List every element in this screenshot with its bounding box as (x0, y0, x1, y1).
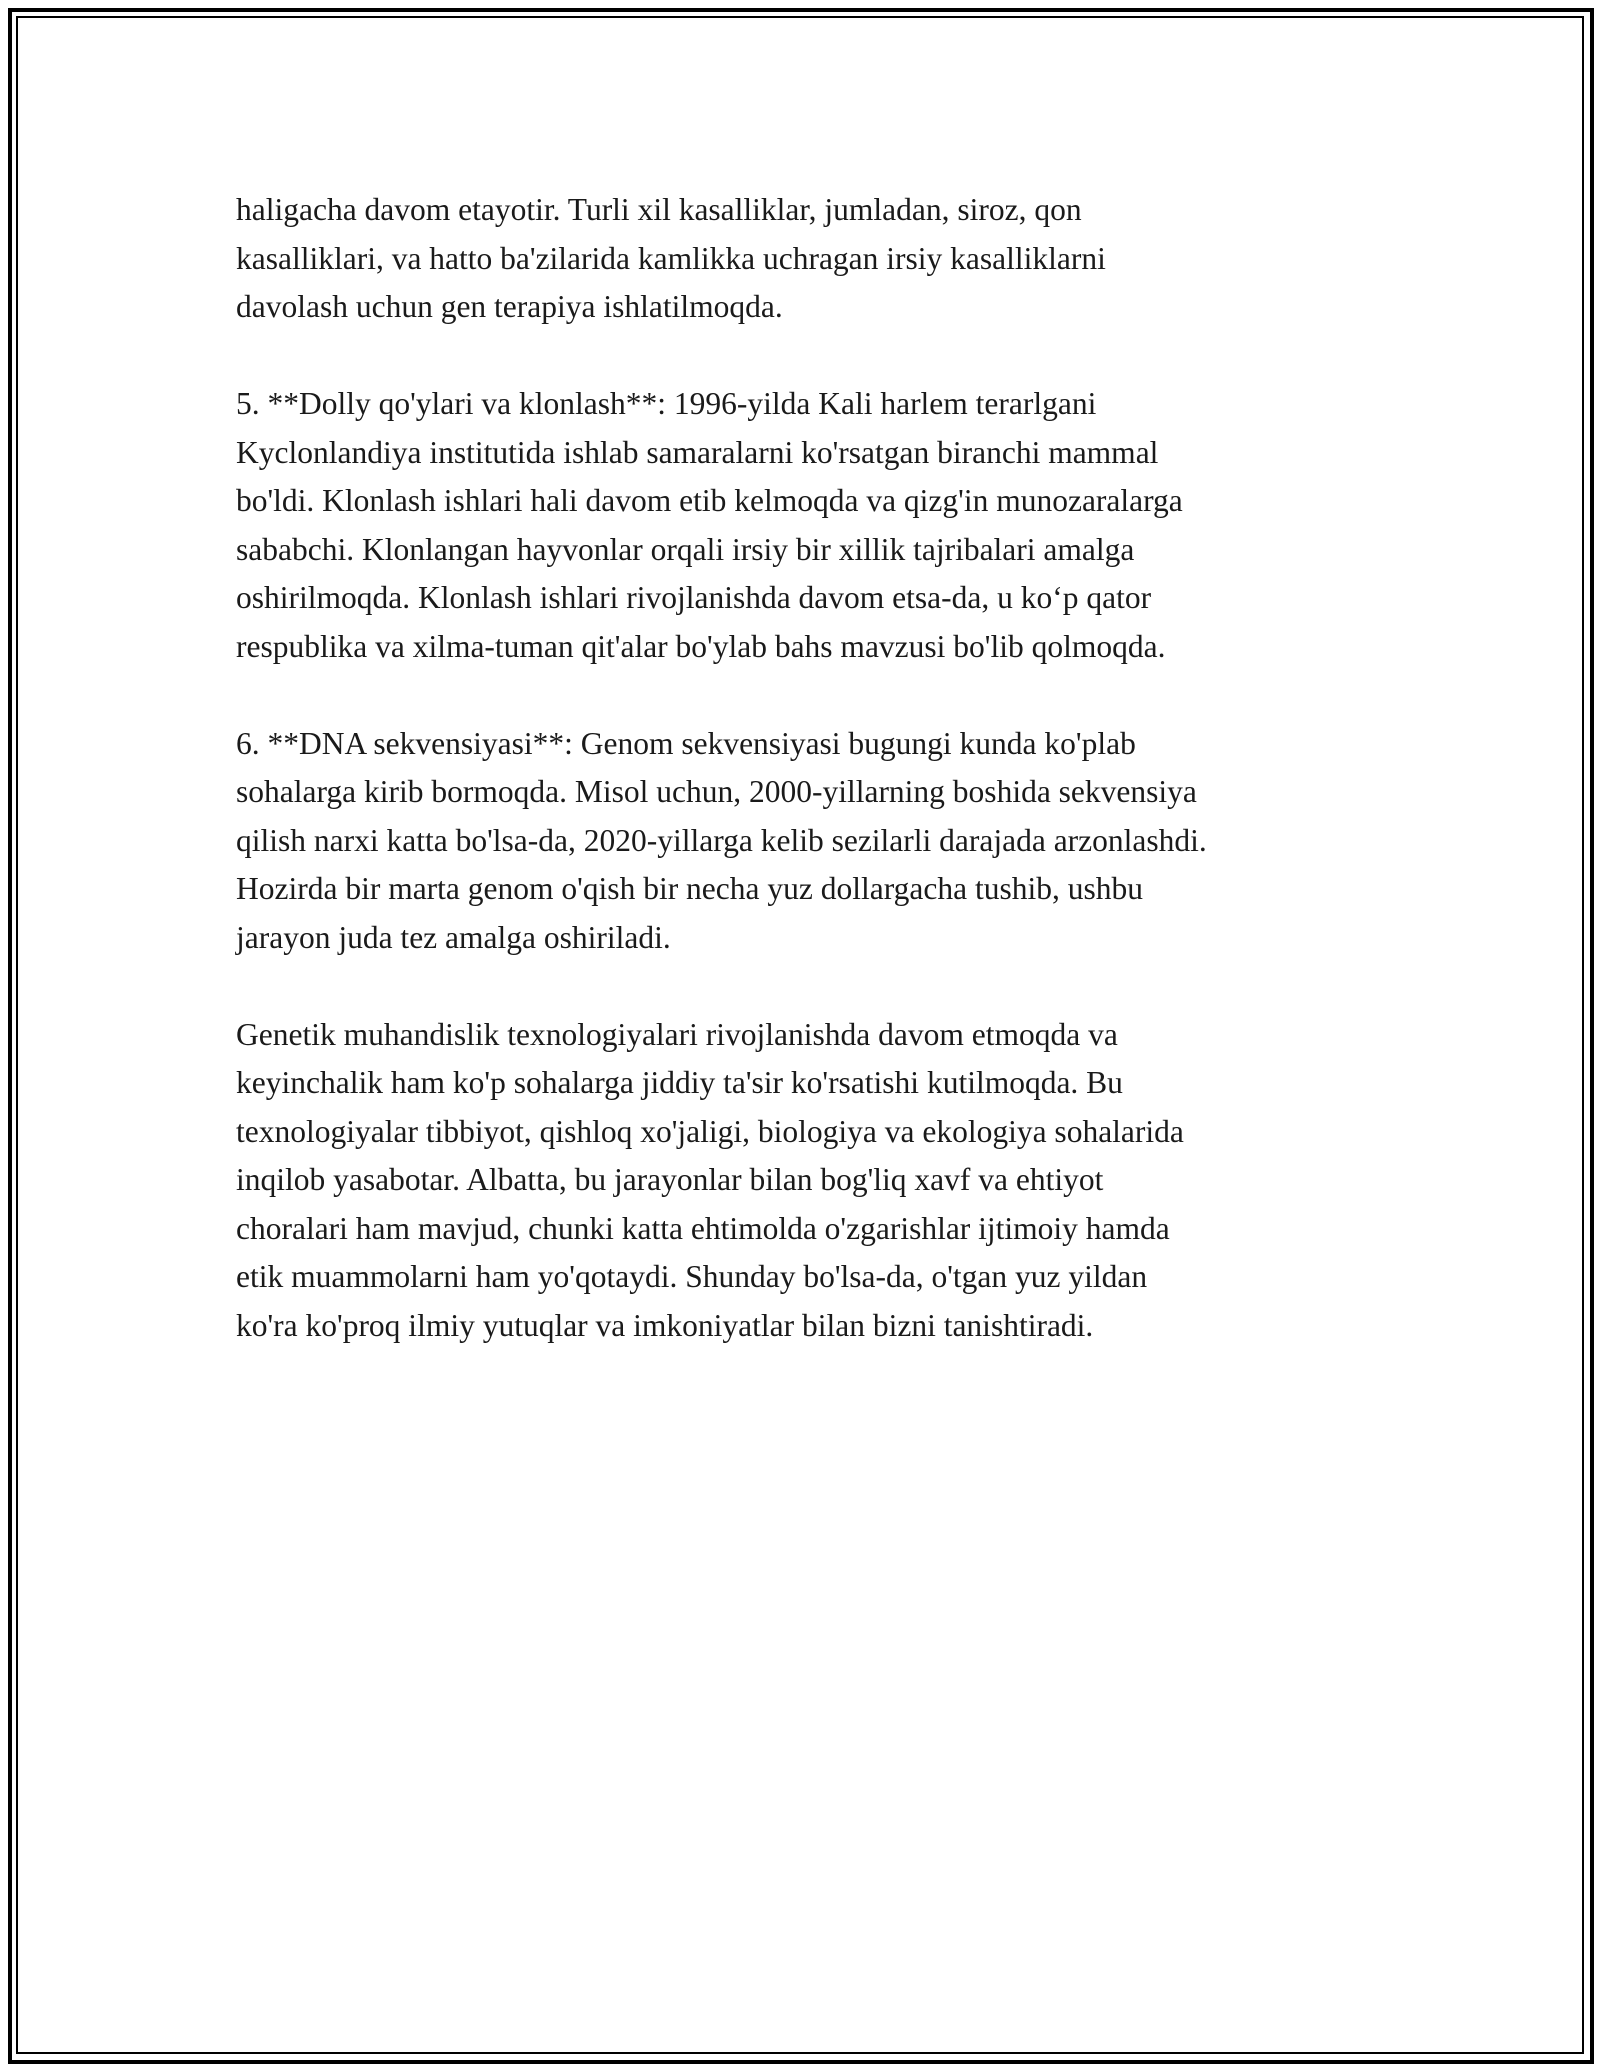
text-line: etik muammolarni ham yo'qotaydi. Shunday bo'lsa-da, o'tgan yuz yildan (236, 1259, 1148, 1294)
text-line: oshirilmoqda. Klonlash ishlari rivojlanishda davom etsa-da, u ko‘p qator (236, 580, 1152, 615)
text-line: Genetik muhandislik texnologiyalari rivojlanishda davom etmoqda va (236, 1016, 1118, 1052)
text-line: respublika va xilma-tuman qit'alar bo'ylab bahs mavzusi bo'lib qolmoqda. (236, 628, 1166, 664)
text-line: jarayon juda tez amalga oshiriladi. (236, 919, 671, 955)
text-line: choralari ham mavjud, chunki katta ehtimolda o'zgarishlar ijtimoiy hamda (236, 1210, 1170, 1246)
text-line: Kyclonlandiya institutida ishlab samaralarni ko'rsatgan biranchi mammal (236, 434, 1159, 470)
text-line: Hozirda bir marta genom o'qish bir necha yuz dollargacha tushib, ushbu (236, 871, 1143, 906)
text-line: davolash uchun gen terapiya ishlatilmoqda. (236, 289, 783, 324)
text-line: kasalliklari, va hatto ba'zilarida kamlikka uchragan irsiy kasalliklarni (236, 240, 1106, 276)
text-line: sohalarga kirib bormoqda. Misol uchun, 2000-yillarning boshida sekvensiya (236, 774, 1197, 809)
text-line: bo'ldi. Klonlash ishlari hali davom etib kelmoqda va qizg'in munozaralarga (236, 483, 1183, 518)
paragraph-gene-therapy (236, 186, 1376, 332)
text-line: texnologiyalar tibbiyot, qishloq xo'jaligi, biologiya va ekologiya sohalarida (236, 1113, 1184, 1149)
text-line: haligacha davom etayotir. Turli xil kasalliklar, jumladan, siroz, qon (236, 192, 1082, 227)
paragraph-dolly-cloning (236, 380, 1376, 671)
text-line: qilish narxi katta bo'lsa-da, 2020-yillarga kelib sezilarli darajada arzonlashdi. (236, 822, 1207, 858)
text-line: keyinchalik ham ko'p sohalarga jiddiy ta'sir ko'rsatishi kutilmoqda. Bu (236, 1065, 1123, 1100)
text-line: 5. **Dolly qo'ylari va klonlash**: 1996-yilda Kali harlem terarlgani (236, 386, 1097, 421)
text-line: inqilob yasabotar. Albatta, bu jarayonlar bilan bog'liq xavf va ehtiyot (236, 1162, 1104, 1197)
document-body (236, 186, 1376, 1399)
paragraph-dna-sequencing (236, 720, 1376, 963)
text-line: 6. **DNA sekvensiyasi**: Genom sekvensiyasi bugungi kunda ko'plab (236, 725, 1136, 761)
paragraph-conclusion (236, 1011, 1376, 1351)
text-line: sababchi. Klonlangan hayvonlar orqali irsiy bir xillik tajribalari amalga (236, 531, 1135, 567)
text-line: ko'ra ko'proq ilmiy yutuqlar va imkoniyatlar bilan bizni tanishtiradi. (236, 1307, 1094, 1343)
